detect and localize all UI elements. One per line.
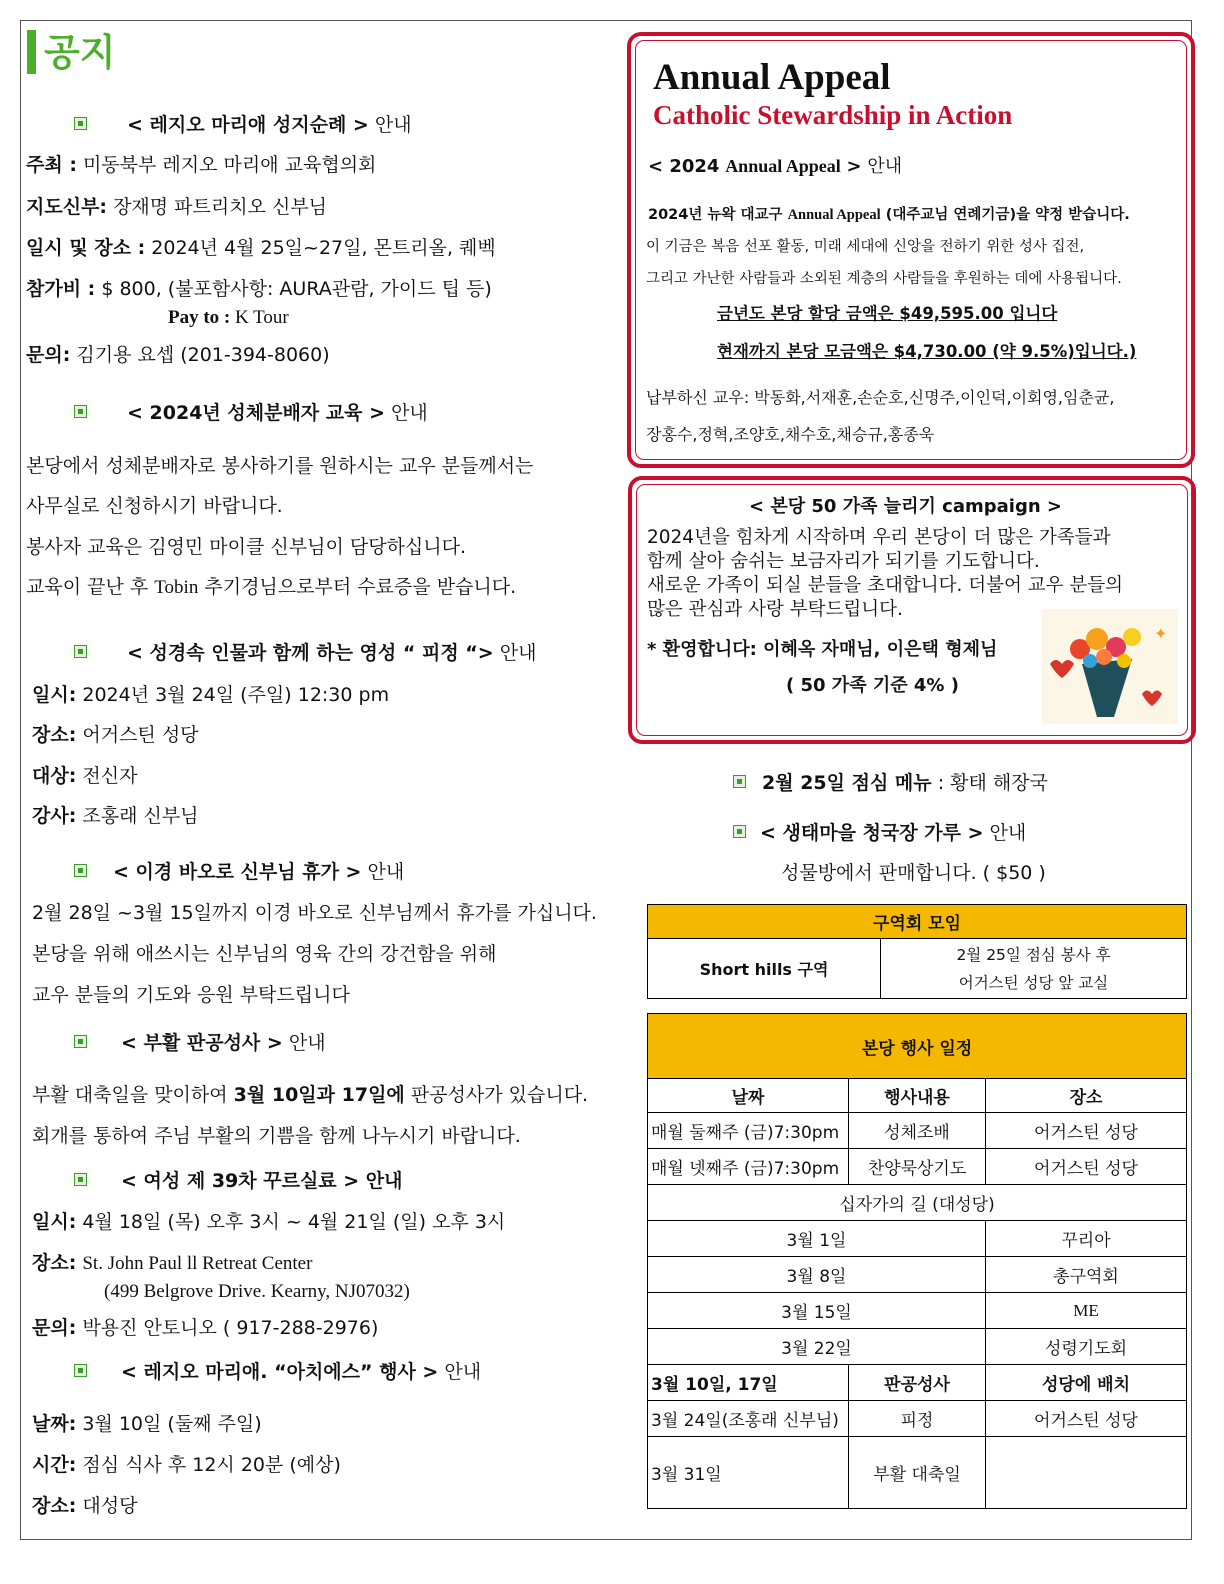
cursillo-place: 장소: St. John Paul ll Retreat Center [32,1252,313,1274]
events-header: 날짜 [648,1079,849,1113]
event-place: 성당에 배치 [986,1365,1187,1401]
station-group: 총구역회 [986,1257,1187,1293]
retreat-target: 대상: 전신자 [32,765,138,787]
station-group: ME [986,1293,1187,1329]
appeal-subtitle: Catholic Stewardship in Action [653,100,1013,130]
bullet-square-icon [74,117,87,130]
cheonggukjang-heading: < 생태마을 청국장 가루 > 안내 [733,818,1026,845]
easter-confession-line: 회개를 통하여 주님 부활의 기쁨을 함께 나누시기 바랍니다. [32,1125,521,1147]
acies-heading: < 레지오 마리애. “아치에스” 행사 > 안내 [74,1357,481,1384]
priest-vacation-heading: < 이경 바오로 신부님 휴가 > 안내 [74,857,404,884]
cursillo-address: (499 Belgrove Drive. Kearny, NJ07032) [104,1281,410,1302]
appeal-donors: 장홍수,정혁,조양호,채수호,채승규,홍종욱 [646,425,935,444]
event-place [986,1437,1187,1509]
table-row [648,1257,1187,1293]
flower-bouquet-illustration [1042,609,1178,724]
station-date: 3월 1일 [648,1221,986,1257]
cursillo-heading: < 여성 제 39차 꾸르실료 > 안내 [74,1166,403,1193]
appeal-line: 이 기금은 복음 선포 활동, 미래 세대에 신앙을 전하기 위한 성사 집전, [646,239,1085,255]
pilgrimage-datetime: 일시 및 장소 : 2024년 4월 25일~27일, 몬트리올, 퀘벡 [26,237,496,259]
appeal-heading: < 2024 Annual Appeal > 안내 [648,156,903,177]
station-date: 3월 22일 [648,1329,986,1365]
acies-place: 장소: 대성당 [32,1495,138,1517]
station-date: 3월 8일 [648,1257,986,1293]
event-date: 매월 둘째주 (금)7:30pm [648,1113,849,1149]
appeal-title: Annual Appeal [653,57,891,98]
svg-text:✦: ✦ [1154,624,1168,643]
appeal-donors: 납부하신 교우: 박동화,서재훈,손순호,신명주,이인덕,이회영,임춘균, [646,388,1115,407]
district-meeting-table [647,904,1187,999]
event-name: 판공성사 [849,1365,986,1401]
campaign-ratio: ( 50 가족 기준 4% ) [786,675,959,696]
campaign-line: 새로운 가족이 되실 분들을 초대합니다. 더불어 교우 분들의 [647,575,1123,596]
table-row [648,1365,1187,1401]
acies-time: 시간: 점심 식사 후 12시 20분 (예상) [32,1454,341,1476]
pilgrimage-host: 주최 : 미동북부 레지오 마리애 교육협의회 [26,154,377,176]
table-row [648,1329,1187,1365]
retreat-place: 장소: 어거스틴 성당 [32,724,199,746]
campaign-heading: < 본당 50 가족 늘리기 campaign > [749,496,1063,517]
title-bar-decoration [27,30,36,74]
retreat-speaker: 강사: 조홍래 신부님 [32,805,199,827]
campaign-welcome: * 환영합니다: 이혜옥 자매님, 이은택 형제님 [647,639,998,660]
event-name: 찬양묵상기도 [849,1149,986,1185]
bible-retreat-heading: < 성경속 인물과 함께 하는 영성 “ 피정 “> 안내 [74,638,536,665]
cursillo-contact: 문의: 박용진 안토니오 ( 917-288-2976) [32,1317,379,1339]
appeal-line: 그리고 가난한 사람들과 소외된 계층의 사람들을 후원하는 데에 사용됩니다. [646,271,1122,287]
easter-confession-line: 부활 대축일을 맞이하여 3월 10일과 17일에 판공성사가 있습니다. [32,1084,589,1106]
eucharist-training-line: 본당에서 성체분배자로 봉사하기를 원하시는 교우 분들께서는 [26,455,534,477]
campaign-line: 함께 살아 숨쉬는 보금자리가 되기를 기도합니다. [647,551,1040,572]
event-name: 피정 [849,1401,986,1437]
table-row [648,1401,1187,1437]
eucharist-training-line: 사무실로 신청하시기 바랍니다. [26,495,283,517]
eucharist-training-heading: < 2024년 성체분배자 교육 > 안내 [74,398,428,425]
retreat-date: 일시: 2024년 3월 24일 (주일) 12:30 pm [32,684,390,706]
district-table-title: 구역회 모임 [648,905,1187,939]
events-header: 행사내용 [849,1079,986,1113]
event-date: 매월 넷째주 (금)7:30pm [648,1149,849,1185]
lunch-menu: 2월 25일 점심 메뉴 : 황태 해장국 [733,768,1048,795]
bullet-square-icon [74,864,87,877]
appeal-raised: 현재까지 본당 모금액은 $4,730.00 (약 9.5%)입니다.) [717,342,1137,361]
events-header: 장소 [986,1079,1187,1113]
pilgrimage-contact: 문의: 김기용 요셉 (201-394-8060) [26,344,330,366]
event-date: 3월 31일 [648,1437,849,1509]
stations-title: 십자가의 길 (대성당) [648,1185,1187,1221]
cheonggukjang-line: 성물방에서 판매합니다. ( $50 ) [781,862,1046,884]
appeal-goal: 금년도 본당 할당 금액은 $49,595.00 입니다 [717,304,1058,323]
event-name: 성체조배 [849,1113,986,1149]
event-date: 3월 10일, 17일 [648,1365,849,1401]
vacation-line: 2월 28일 ~3월 15일까지 이경 바오로 신부님께서 휴가를 가십니다. [32,902,597,924]
event-name: 부활 대축일 [849,1437,986,1509]
district-name: Short hills 구역 [648,939,881,999]
station-date: 3월 15일 [648,1293,986,1329]
table-row [648,1293,1187,1329]
events-table-title: 본당 행사 일정 [648,1014,1187,1079]
event-place: 어거스틴 성당 [986,1149,1187,1185]
event-date: 3월 24일(조홍래 신부님) [648,1401,849,1437]
eucharist-training-line: 교육이 끝난 후 Tobin 추기경님으로부터 수료증을 받습니다. [26,576,517,598]
event-place: 어거스틴 성당 [986,1401,1187,1437]
pilgrimage-director: 지도신부: 장재명 파트리치오 신부님 [26,196,328,218]
legio-pilgrimage-heading: < 레지오 마리애 성지순례 > 안내 [74,110,412,137]
page-title: 공지 [44,31,116,74]
district-detail: 2월 25일 점심 봉사 후 어거스틴 성당 앞 교실 [881,939,1187,999]
event-place: 어거스틴 성당 [986,1113,1187,1149]
bullet-square-icon [74,405,87,418]
bullet-square-icon [74,1035,87,1048]
pilgrimage-pay-to: Pay to : K Tour [168,307,289,328]
campaign-line: 2024년을 힘차게 시작하며 우리 본당이 더 많은 가족들과 [647,527,1111,548]
events-table [647,1013,1187,1509]
table-row [648,1221,1187,1257]
table-row [648,1113,1187,1149]
bullet-square-icon [74,645,87,658]
vacation-line: 본당을 위해 애쓰시는 신부님의 영육 간의 강건함을 위해 [32,943,497,965]
table-row [648,1149,1187,1185]
bullet-square-icon [74,1364,87,1377]
eucharist-training-line: 봉사자 교육은 김영민 마이클 신부님이 담당하십니다. [26,536,467,558]
acies-date: 날짜: 3월 10일 (둘째 주일) [32,1413,262,1435]
vacation-line: 교우 분들의 기도와 응원 부탁드립니다 [32,984,350,1006]
table-row [648,1437,1187,1509]
pilgrimage-fee: 참가비 : $ 800, (불포함사항: AURA관람, 가이드 팁 등) [26,278,492,300]
campaign-line: 많은 관심과 사랑 부탁드립니다. [647,599,903,620]
bullet-square-icon [733,825,746,838]
cursillo-date: 일시: 4월 18일 (목) 오후 3시 ~ 4월 21일 (일) 오후 3시 [32,1211,506,1233]
station-group: 꾸리아 [986,1221,1187,1257]
bullet-square-icon [74,1173,87,1186]
station-group: 성령기도회 [986,1329,1187,1365]
easter-confession-heading: < 부활 판공성사 > 안내 [74,1028,326,1055]
appeal-lead: 2024년 뉴왁 대교구 Annual Appeal (대주교님 연례기금)을 약정 받습니다. [648,207,1130,223]
bullet-square-icon [733,775,746,788]
